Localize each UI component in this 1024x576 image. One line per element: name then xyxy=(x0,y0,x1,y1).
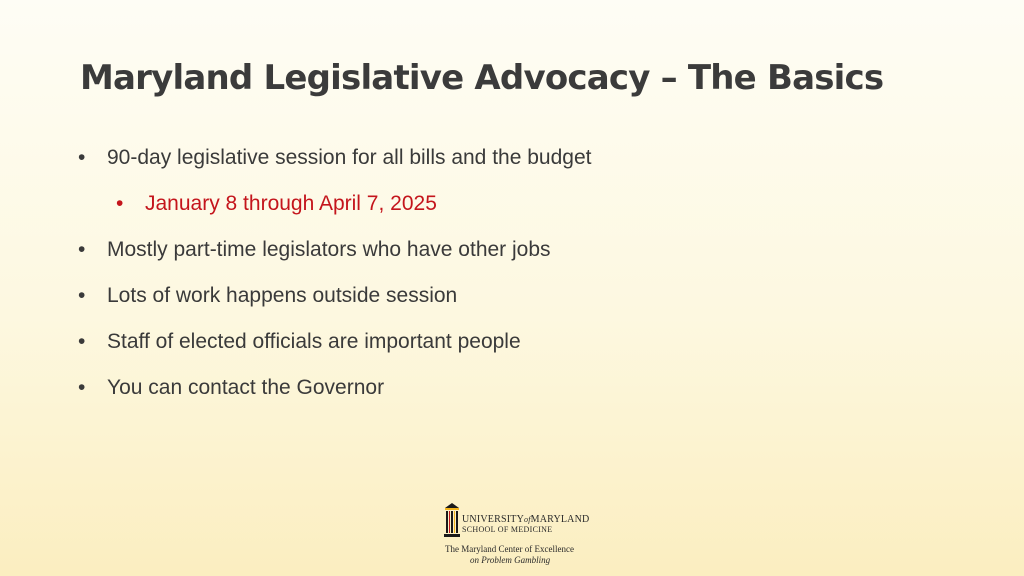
center-name-line-2: on Problem Gambling xyxy=(470,555,551,565)
center-name-line-1: The Maryland Center of Excellence xyxy=(445,544,574,554)
bullet-icon: • xyxy=(78,376,86,399)
university-name: UNIVERSITYofMARYLAND xyxy=(462,514,590,525)
bullet-icon: • xyxy=(78,146,86,169)
bullet-text: Lots of work happens outside session xyxy=(107,284,458,307)
bullet-icon: • xyxy=(78,330,86,353)
school-name: SCHOOL OF MEDICINE xyxy=(462,525,553,534)
institution-logo xyxy=(444,500,590,570)
bullet-text: You can contact the Governor xyxy=(107,376,385,399)
bullet-icon: • xyxy=(116,192,124,215)
slide-title: Maryland Legislative Advocacy – The Basics xyxy=(80,58,884,98)
bullet-text: Mostly part-time legislators who have other jobs xyxy=(107,238,551,261)
bullet-text: January 8 through April 7, 2025 xyxy=(145,192,437,215)
bullet-icon: • xyxy=(78,284,86,307)
bullet-text: 90-day legislative session for all bills and the budget xyxy=(107,146,592,169)
bullet-text: Staff of elected officials are important people xyxy=(107,330,521,353)
bullet-icon: • xyxy=(78,238,86,261)
university-shield-icon xyxy=(444,502,460,540)
